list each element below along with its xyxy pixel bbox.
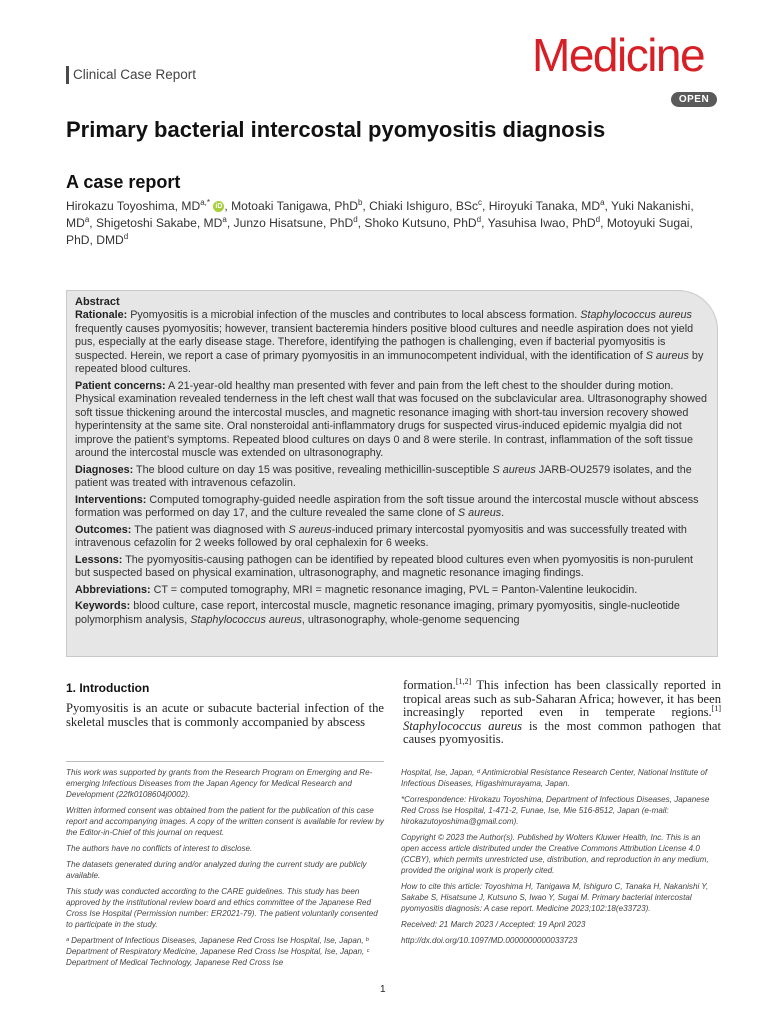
citation-link[interactable]: [1] [711,703,721,713]
footnote: Received: 21 March 2023 / Accepted: 19 April 2023 [401,920,586,929]
abstract-rationale: Rationale: Pyomyositis is a microbial infection of the muscles and contributes to local abscess formation. Staphylococcus aureus frequently causes pyomyositis; however, transient bacteremia hinders positive blood cultures and needle aspiration does not yield pus, especially at the early disease stage. Therefore, identifying the pathogen is challenging, even if bacterial pyomyositis is suspected. Herein, we report a case of primary pyomyositis in an immunocompetent individual, with the identification of S aureus by repeated blood cultures. [75,309,704,375]
introduction-text-right: formation.[1,2] This infection has been classically reported in tropical areas such as sub-Saharan Africa; however, it has been increasingly reported even in temperate regions.[1] Staphylococcus aureus is the most common pathogen that causes pyomyositis. [403,676,721,746]
author-affiliation: a [84,214,90,224]
author-name: , Yuki Nakanishi, MD [66,199,694,230]
section-heading-introduction: 1. Introduction [66,681,150,695]
author-affiliation: b [357,197,363,207]
author-affiliation: d [595,214,601,224]
author-affiliation: a [222,214,227,224]
footnote: ᵃ Department of Infectious Diseases, Japanese Red Cross Ise Hospital, Ise, Japan, ᵇ Department of Respiratory Medicine, Japanese Red Cross Ise Hospital, Ise, Japan, ᶜ Department of Medical Technology, Japanese Red Cross Ise [66,936,370,967]
author-name: , Motoaki Tanigawa, PhD [224,199,358,213]
footnote: http://dx.doi.org/10.1097/MD.0000000000033723 [401,936,578,945]
open-access-badge: OPEN [671,92,717,107]
footnote: *Correspondence: Hirokazu Toyoshima, Department of Infectious Diseases, Japanese Red Cross Ise Hospital, 1-471-2, Funae, Ise, Mie 516-8512, Japan (e-mail: hirokazutoyoshima@gmail.com). [401,795,710,826]
abstract-patient-concerns: Patient concerns: A 21-year-old healthy man presented with fever and pain from the left chest to the shoulder during motion. Physical examination revealed tenderness in the left chest wall that was focused on the subclavicular area. Ultrasonography showed soft tissue thickening around the intercostal muscles, and magnetic resonance imaging with short-tau inversion recovery showed hyperintensity at the same site. Oral nonsteroidal anti-inflammatory drugs for suspected virus-induced epidemic myalgia did not improve the patient’s symptoms. Repeated blood cultures on days 0 and 8 were sterile. In contrast, inflammation of the soft tissue around the intercostal muscle was extended on ultrasonography. [75,379,707,459]
footnote: Hospital, Ise, Japan, ᵈ Antimicrobial Resistance Research Center, National Institute of Infectious Diseases, Higashimurayama, Japan. [401,768,708,788]
author-name: , Motoyuki Sugai, PhD, DMD [66,216,693,247]
introduction-text-left: Pyomyositis is an acute or subacute bacterial infection of the skeletal muscles that is commonly accompanied by abscess [66,701,384,729]
abstract-keywords: Keywords: blood culture, case report, intercostal muscle, magnetic resonance imaging, primary pyomyositis, single-nucleotide polymorphism analysis, Staphylococcus aureus, ultrasonography, whole-genome sequencing [75,600,680,626]
author-name: Hirokazu Toyoshima, MD [66,199,201,213]
author-name: , Yasuhisa Iwao, PhD [481,216,596,230]
author-name: , Hiroyuki Tanaka, MD [482,199,601,213]
footnotes-right [401,767,719,951]
footnote: This study was conducted according to the CARE guidelines. This study has been approved by the institutional review board and ethics committee of the Japanese Red Cross Ise Hospital (Permission number: ER2021-79). The patient voluntarily consented to participate in the study. [66,887,378,929]
footnotes-left [66,767,384,973]
section-label: Clinical Case Report [66,66,196,84]
abstract-interventions: Interventions: Computed tomography-guided needle aspiration from the soft tissue around the intercostal muscle without abscess formation was performed on day 17, and the culture revealed the same clone of S aureus. [75,493,699,519]
citation-link[interactable]: [1,2] [455,676,472,686]
author-name: , Junzo Hisatsune, PhD [226,216,354,230]
footnote: Copyright © 2023 the Author(s). Published by Wolters Kluwer Health, Inc. This is an open access article distributed under the Creative Commons Attribution License 4.0 (CCBY), which permits unrestricted use, distribution, and reproduction in any medium, provided the original work is properly cited. [401,833,709,875]
abstract-diagnoses: Diagnoses: The blood culture on day 15 was positive, revealing methicillin-susceptible S aureus JARB-OU2579 isolates, and the patient was treated with intravenous cefazolin. [75,463,692,489]
abstract-heading: Abstract [75,296,120,308]
author-name: , Shoko Kutsuno, PhD [357,216,477,230]
abstract-box [66,290,718,657]
author-affiliation: d [123,231,129,241]
page-number: 1 [380,984,386,995]
author-list [66,198,706,249]
footnote-divider [66,761,384,762]
abstract-abbreviations: Abbreviations: CT = computed tomography, MRI = magnetic resonance imaging, PVL = Panton-Valentine leukocidin. [75,583,638,596]
author-affiliation: c [478,197,483,207]
author-affiliation: d [476,214,482,224]
author-affiliation: d [353,214,358,224]
orcid-icon[interactable]: iD [215,203,223,211]
journal-logo[interactable]: Medicine [532,29,705,81]
author-affiliation: a [600,197,605,207]
article-subtitle: A case report [66,172,181,192]
footnote: Written informed consent was obtained from the patient for the publication of this case report and accompanying images. A copy of the written consent is available for review by the Editor-in-Chief of this journal on request. [66,806,384,837]
footnote: This work was supported by grants from the Research Program on Emerging and Re-emerging Infectious Diseases from the Japan Agency for Medical Research and Development (22fk0108604j0002). [66,768,373,799]
author-name: , Chiaki Ishiguro, BSc [362,199,479,213]
author-name: , Shigetoshi Sakabe, MD [89,216,223,230]
abstract-lessons: Lessons: The pyomyositis-causing pathogen can be identified by repeated blood cultures even when pyomyositis is non-purulent but suspected based on physical examination, ultrasonography, and magnetic resonance imaging findings. [75,553,693,579]
author-affiliation: a,* [200,197,210,207]
article-title: Primary bacterial intercostal pyomyositis diagnosis [66,117,606,142]
abstract-outcomes: Outcomes: The patient was diagnosed with S aureus-induced primary intercostal pyomyositis and was successfully treated with intravenous cefazolin for 2 weeks followed by oral cephalexin for 6 weeks. [75,523,687,549]
footnote: How to cite this article: Toyoshima H, Tanigawa M, Ishiguro C, Tanaka H, Nakanishi Y, Sakabe S, Hisatsune J, Kutsuno S, Iwao Y, Sugai M. Primary bacterial intercostal pyomyositis diagnosis: A case report. Medicine 2023;102:18(e33723). [401,882,709,913]
footnote: The datasets generated during and/or analyzed during the current study are publicly available. [66,860,367,880]
footnote: The authors have no conflicts of interest to disclose. [66,844,253,853]
